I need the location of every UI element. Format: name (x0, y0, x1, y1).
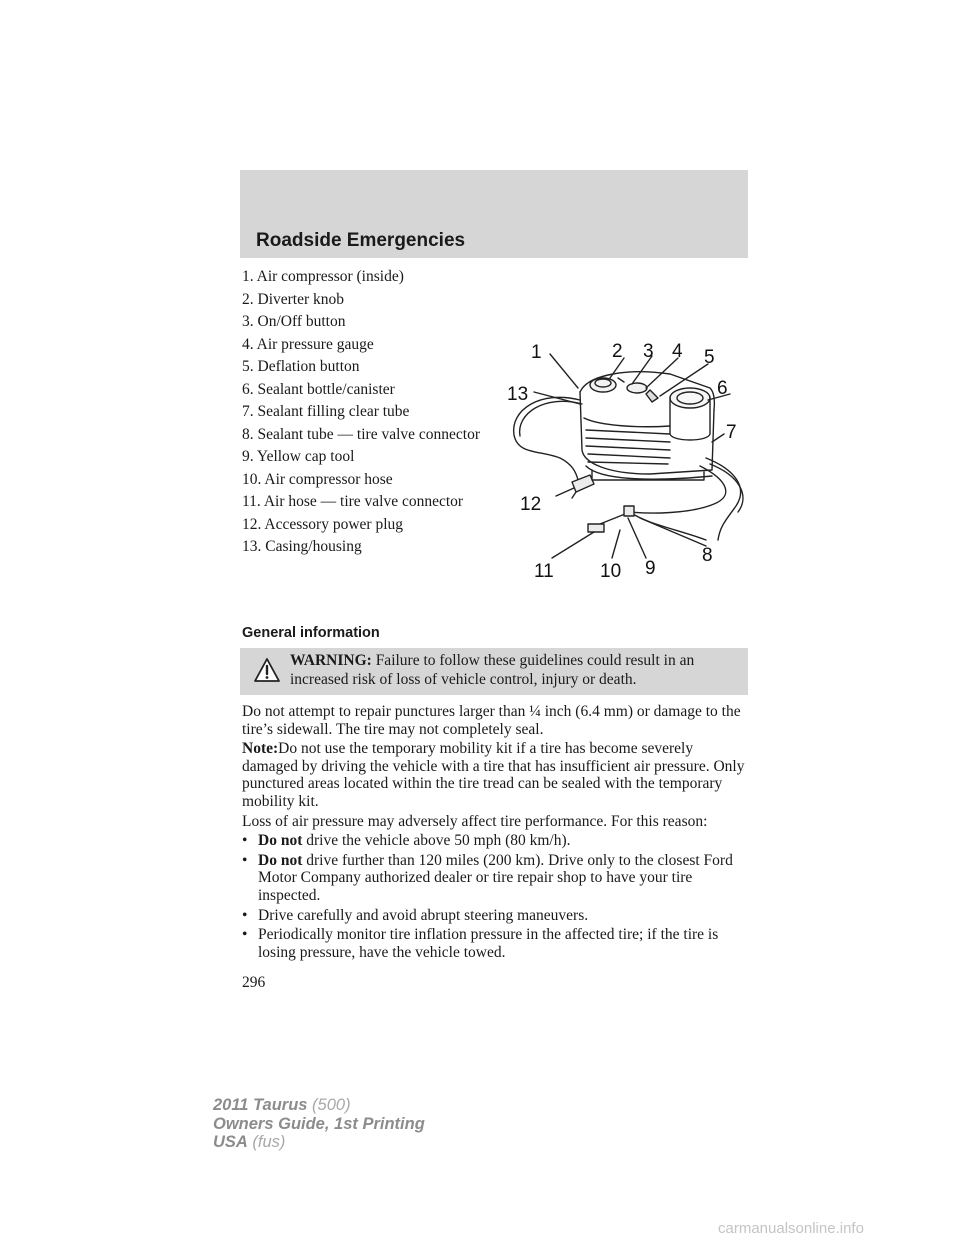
callout-7: 7 (726, 422, 737, 443)
list-item: 2. Diverter knob (242, 290, 345, 308)
warning-triangle-icon (253, 657, 281, 683)
bullet-text: drive further than 120 miles (200 km). Drive only to the closest Ford Motor Company authorized dealer or tire repair shop to have your tire inspected. (258, 851, 733, 904)
note-text: Do not use the temporary mobility kit if a tire has become severely damaged by driving the vehicle with a tire that has insufficient air pressure. Only punctured areas located within the tire tread can be sealed with the temporary mobility kit. (242, 740, 745, 810)
footer-region: USA (213, 1133, 248, 1151)
warning-label: WARNING: (290, 652, 372, 669)
callout-9: 9 (645, 558, 656, 579)
warning-message: Failure to follow these guidelines could result in an increased risk of loss of vehicle control, injury or death. (290, 652, 695, 688)
callout-6: 6 (717, 378, 728, 399)
list-item: 9. Yellow cap tool (242, 448, 355, 465)
section-title: Roadside Emergencies (256, 230, 466, 251)
page-number: 296 (242, 974, 266, 991)
list-item: 3. On/Off button (242, 313, 346, 330)
list-item: 7. Sealant filling clear tube (242, 403, 410, 420)
footer-model-code: (500) (307, 1096, 351, 1114)
list-item: • Periodically monitor tire inflation pressure in the affected tire; if the tire is losing pressure, have the vehicle towed. (242, 926, 748, 961)
watermark: carmanualsonline.info (718, 1220, 864, 1237)
callout-3: 3 (643, 341, 654, 362)
list-item: 6. Sealant bottle/canister (242, 380, 395, 398)
list-item: 8. Sealant tube — tire valve connector (242, 425, 481, 443)
paragraph: Do not attempt to repair punctures larger than ¼ inch (6.4 mm) or damage to the tire’s sidewall. The tire may not completely seal. (242, 703, 741, 738)
body-text (242, 703, 748, 963)
bullet-text: drive the vehicle above 50 mph (80 km/h). (302, 832, 571, 850)
footer-region-line (213, 1133, 425, 1152)
section-header-band (240, 170, 748, 258)
parts-list (242, 268, 494, 561)
callout-12: 12 (520, 494, 542, 515)
callout-1: 1 (531, 342, 542, 363)
callout-11: 11 (534, 561, 554, 582)
list-item: 12. Accessory power plug (242, 515, 403, 533)
footer-guide: Owners Guide, 1st Printing (213, 1114, 425, 1133)
bold-text: Do not (258, 851, 303, 869)
list-item (242, 832, 748, 850)
warning-box (240, 648, 748, 695)
footer-guide-line (213, 1115, 425, 1134)
callout-5: 5 (704, 347, 715, 368)
list-item: 10. Air compressor hose (242, 470, 393, 488)
callout-10: 10 (600, 561, 622, 582)
list-item (242, 852, 748, 905)
callout-8: 8 (702, 545, 713, 566)
section-heading: General information (242, 625, 380, 641)
callout-13: 13 (507, 384, 529, 405)
callout-2: 2 (612, 341, 623, 362)
bullet-list (242, 832, 748, 961)
footer-model: 2011 Taurus (213, 1096, 308, 1114)
list-item: • Drive carefully and avoid abrupt steering maneuvers. (242, 907, 748, 925)
footer-region-code: (fus) (247, 1133, 286, 1151)
list-item: 11. Air hose — tire valve connector (242, 493, 464, 510)
warning-text (290, 652, 738, 689)
bold-text: Do not (258, 832, 303, 850)
paragraph: Loss of air pressure may adversely affect tire performance. For this reason: (242, 812, 708, 830)
tire-mobility-kit-illustration (500, 330, 750, 590)
note-paragraph (242, 740, 748, 810)
list-item: 5. Deflation button (242, 358, 360, 375)
list-item: 4. Air pressure gauge (242, 335, 374, 353)
callout-4: 4 (672, 341, 683, 362)
list-item: 1. Air compressor (inside) (242, 268, 404, 285)
note-label: Note: (242, 740, 279, 758)
list-item: 13. Casing/housing (242, 538, 362, 555)
footer (213, 1096, 425, 1152)
footer-model-line (213, 1096, 425, 1115)
